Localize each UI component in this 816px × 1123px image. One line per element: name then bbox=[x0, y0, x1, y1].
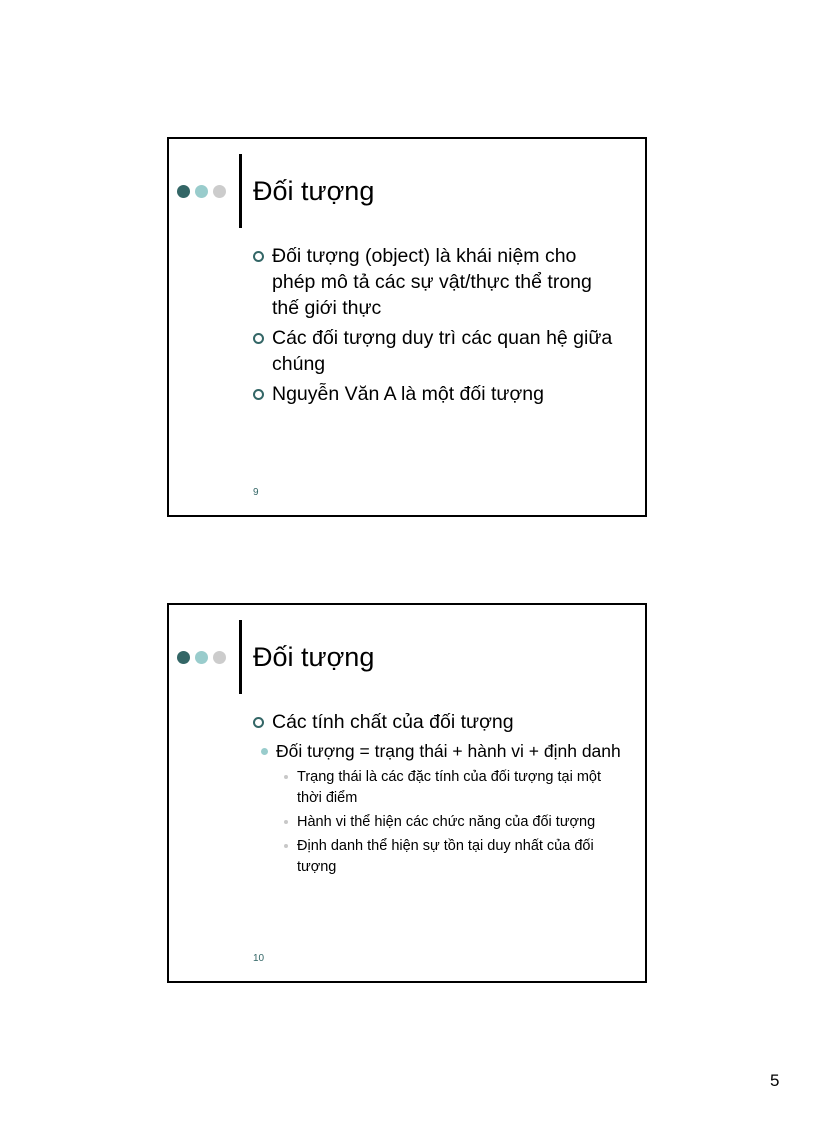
dot-light-icon bbox=[213, 185, 226, 198]
slide-10 bbox=[167, 603, 647, 983]
small-dot-bullet-icon bbox=[284, 775, 288, 779]
bullet-text: Đối tượng (object) là khái niệm cho phép mô tả các sự vật/thực thể trong thế giới thực bbox=[272, 245, 592, 319]
dot-medium-icon bbox=[195, 651, 208, 664]
bullet-text: Các tính chất của đối tượng bbox=[272, 711, 514, 733]
sub-bullet-item bbox=[261, 739, 623, 763]
slide-title: Đối tượng bbox=[253, 642, 375, 672]
slide-title: Đối tượng bbox=[253, 176, 375, 206]
slide-number: 9 bbox=[253, 487, 259, 498]
dot-medium-icon bbox=[195, 185, 208, 198]
bullet-item bbox=[253, 709, 623, 735]
title-divider bbox=[239, 620, 242, 694]
bullet-item bbox=[253, 243, 623, 321]
sub-bullet-text: Đối tượng = trạng thái + hành vi + định danh bbox=[276, 741, 621, 761]
dot-bullet-icon bbox=[261, 748, 268, 755]
sub-sub-bullet-text: Định danh thể hiện sự tồn tại duy nhất của đối tượng bbox=[297, 838, 594, 875]
circle-bullet-icon bbox=[253, 333, 264, 344]
title-decoration-dots bbox=[177, 185, 226, 198]
page-number: 5 bbox=[770, 1071, 780, 1090]
title-decoration-dots bbox=[177, 651, 226, 664]
bullet-text: Nguyễn Văn A là một đối tượng bbox=[272, 383, 544, 405]
bullet-item bbox=[253, 325, 623, 377]
dot-dark-icon bbox=[177, 185, 190, 198]
circle-bullet-icon bbox=[253, 251, 264, 262]
sub-sub-bullet-item bbox=[284, 767, 623, 809]
circle-bullet-icon bbox=[253, 717, 264, 728]
circle-bullet-icon bbox=[253, 389, 264, 400]
title-divider bbox=[239, 154, 242, 228]
sub-sub-bullet-item bbox=[284, 836, 623, 878]
slide-9 bbox=[167, 137, 647, 517]
dot-dark-icon bbox=[177, 651, 190, 664]
bullet-text: Các đối tượng duy trì các quan hệ giữa chúng bbox=[272, 327, 613, 375]
slide-content bbox=[253, 709, 623, 881]
sub-sub-bullet-item bbox=[284, 812, 623, 833]
dot-light-icon bbox=[213, 651, 226, 664]
slide-content bbox=[253, 243, 623, 411]
sub-sub-bullet-text: Hành vi thể hiện các chức năng của đối tượng bbox=[297, 814, 596, 830]
slide-number: 10 bbox=[253, 953, 265, 964]
small-dot-bullet-icon bbox=[284, 844, 288, 848]
sub-sub-bullet-text: Trạng thái là các đặc tính của đối tượng tại một thời điểm bbox=[297, 769, 602, 806]
small-dot-bullet-icon bbox=[284, 820, 288, 824]
bullet-item bbox=[253, 381, 623, 407]
